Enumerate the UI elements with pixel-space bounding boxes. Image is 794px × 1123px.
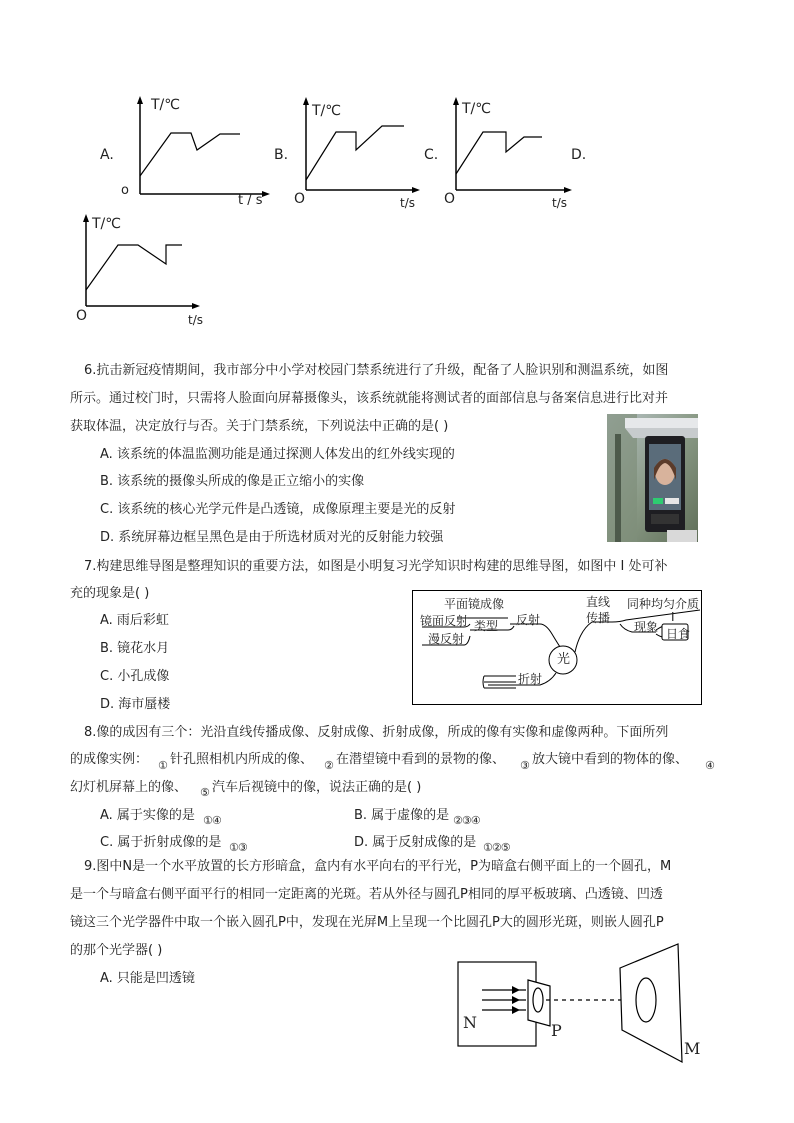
mind-map-type: 类型: [474, 619, 499, 633]
graph-b-x-label: t/s: [400, 196, 415, 210]
q8-item-4: 幻灯机屏幕上的像、: [70, 780, 188, 795]
q8-option-a-answer: ①④: [203, 814, 221, 827]
mind-map-phenomenon: 现象: [634, 620, 659, 634]
mind-map-uniform-medium: 同种均匀介质: [627, 597, 700, 611]
q9-line-4: 的那个光学器( ): [70, 943, 163, 958]
q6-option-d: D. 系统屏幕边框呈黑色是由于所选材质对光的反射能力较强: [100, 530, 444, 545]
q6-option-b: B. 该系统的摄像头所成的像是正立缩小的实像: [100, 474, 365, 489]
q8-item-1: 针孔照相机内所成的像、: [170, 752, 314, 767]
graph-c-x-arrow: [564, 187, 572, 193]
graph-d-x-label: t/s: [188, 313, 203, 327]
q9-line-2: 是一个与暗盒右侧平面平行的相同一定距离的光斑。若从外径与圆孔P相同的厚平板玻璃、凸透镜、凹透: [70, 887, 663, 902]
mind-map-roman-i: I: [671, 610, 675, 624]
option-d-label: D.: [571, 147, 587, 163]
mind-map-plane-mirror: 平面镜成像: [444, 597, 505, 611]
mind-map-reflection: 反射: [516, 613, 541, 627]
q8-circled-2: ②: [324, 759, 333, 772]
mind-map-light: 光: [557, 652, 571, 667]
q8-option-c: C. 属于折射成像的是: [100, 835, 222, 850]
dark-box-n: [458, 962, 536, 1046]
graph-d-y-label: T/℃: [92, 216, 121, 232]
graph-a-x-arrow: [262, 191, 270, 197]
q6-line-2: 所示。通过校门时，只需将人脸面向屏幕摄像头，该系统就能将测试者的面部信息与备案信息进行比对并: [70, 391, 669, 406]
graph-b-x-arrow: [412, 187, 420, 193]
graph-a-y-label: T/℃: [151, 97, 180, 113]
graph-a-curve: [140, 133, 240, 176]
q7-option-a: A. 雨后彩虹: [100, 613, 169, 628]
q8-line-2-prefix: 的成像实例：: [70, 752, 149, 767]
graph-d-x-arrow: [192, 303, 200, 309]
q8-circled-1: ①: [158, 759, 167, 772]
graph-b: [286, 94, 426, 204]
q7-line-2: 充的现象是( ): [70, 586, 150, 601]
option-a-label: A.: [100, 147, 114, 163]
graph-b-curve: [306, 126, 404, 180]
graph-d: [68, 208, 208, 320]
q8-option-d-answer: ①②⑤: [483, 841, 510, 854]
q8-item-2: 在潜望镜中看到的景物的像、: [336, 752, 506, 767]
hole-p: [533, 988, 543, 1012]
graph-b-y-label: T/℃: [312, 103, 341, 119]
mind-map-specular: 镜面反射: [420, 614, 469, 628]
q8-option-b: B. 属于虚像的是: [354, 808, 450, 823]
q8-option-b-answer: ②③④: [453, 814, 480, 827]
q9-option-a: A. 只能是凹透镜: [100, 971, 195, 986]
q8-option-d: D. 属于反射成像的是: [354, 835, 477, 850]
optics-diagram: [456, 940, 718, 1070]
q6-option-c: C. 该系统的核心光学元件是凸透镜，成像原理主要是光的反射: [100, 502, 456, 517]
label-m: M: [684, 1039, 701, 1058]
mind-map-eclipse: 日食: [666, 627, 691, 641]
q8-circled-4: ④: [705, 759, 714, 772]
mind-map-straight-2: 传播: [586, 611, 611, 625]
mind-map-diffuse: 漫反射: [428, 632, 465, 646]
graph-a-x-label: t / s: [238, 193, 263, 208]
q8-item-5: 汽车后视镜中的像，说法正确的是( ): [212, 780, 422, 795]
graph-b-origin: O: [294, 191, 306, 207]
graph-a-y-arrow: [137, 96, 143, 104]
option-b-label: B.: [274, 147, 289, 163]
graph-c-x-label: t/s: [552, 196, 567, 210]
label-n: N: [463, 1013, 477, 1032]
q8-option-a: A. 属于实像的是: [100, 808, 195, 823]
q7-line-1: 7.构建思维导图是整理知识的重要方法，如图是小明复习光学知识时构建的思维导图，如图中 I 处可补: [84, 559, 668, 574]
label-p: P: [551, 1021, 562, 1040]
graph-d-origin: O: [76, 308, 88, 324]
q9-line-1: 9.图中N是一个水平放置的长方形暗盒，盒内有水平向右的平行光，P为暗盒右侧平面上的一个圆孔，M: [84, 859, 672, 874]
face-recognition-terminal-photo: [607, 414, 698, 542]
q8-line-1: 8.像的成因有三个：光沿直线传播成像、反射成像、折射成像，所成的像有实像和虚像两种。下面所列: [84, 725, 669, 740]
graph-c-y-label: T/℃: [462, 101, 491, 117]
q8-circled-5: ⑤: [200, 786, 209, 799]
q6-line-3: 获取体温，决定放行与否。关于门禁系统，下列说法中正确的是( ): [70, 419, 449, 434]
q7-option-c: C. 小孔成像: [100, 669, 170, 684]
q7-option-d: D. 海市蜃楼: [100, 697, 171, 712]
q7-option-b: B. 镜花水月: [100, 641, 170, 656]
q8-item-3: 放大镜中看到的物体的像、: [532, 752, 689, 767]
graph-c-y-arrow: [453, 97, 459, 105]
graph-d-curve: [86, 245, 182, 290]
mind-map-refraction: 折射: [518, 672, 543, 686]
graph-c: [436, 94, 576, 204]
q6-line-1: 6.抗击新冠疫情期间，我市部分中小学对校园门禁系统进行了升级，配备了人脸识别和测温系统，如图: [84, 363, 669, 378]
mind-map-straight-1: 直线: [586, 595, 611, 609]
graph-c-curve: [456, 132, 542, 174]
q8-option-c-answer: ①③: [229, 841, 247, 854]
q9-line-3: 镜这三个光学器件中取一个嵌入圆孔P中，发现在光屏M上呈现一个比圆孔P大的圆形光斑，则嵌人圆孔P: [70, 915, 664, 930]
q6-option-a: A. 该系统的体温监测功能是通过探测人体发出的红外线实现的: [100, 447, 455, 462]
option-c-label: C.: [424, 147, 439, 163]
light-spot: [636, 978, 656, 1022]
graph-a-origin: o: [121, 183, 129, 198]
q8-circled-3: ③: [520, 759, 529, 772]
graph-d-y-arrow: [83, 214, 89, 222]
graph-b-y-arrow: [303, 97, 309, 105]
graph-c-origin: O: [444, 191, 456, 207]
